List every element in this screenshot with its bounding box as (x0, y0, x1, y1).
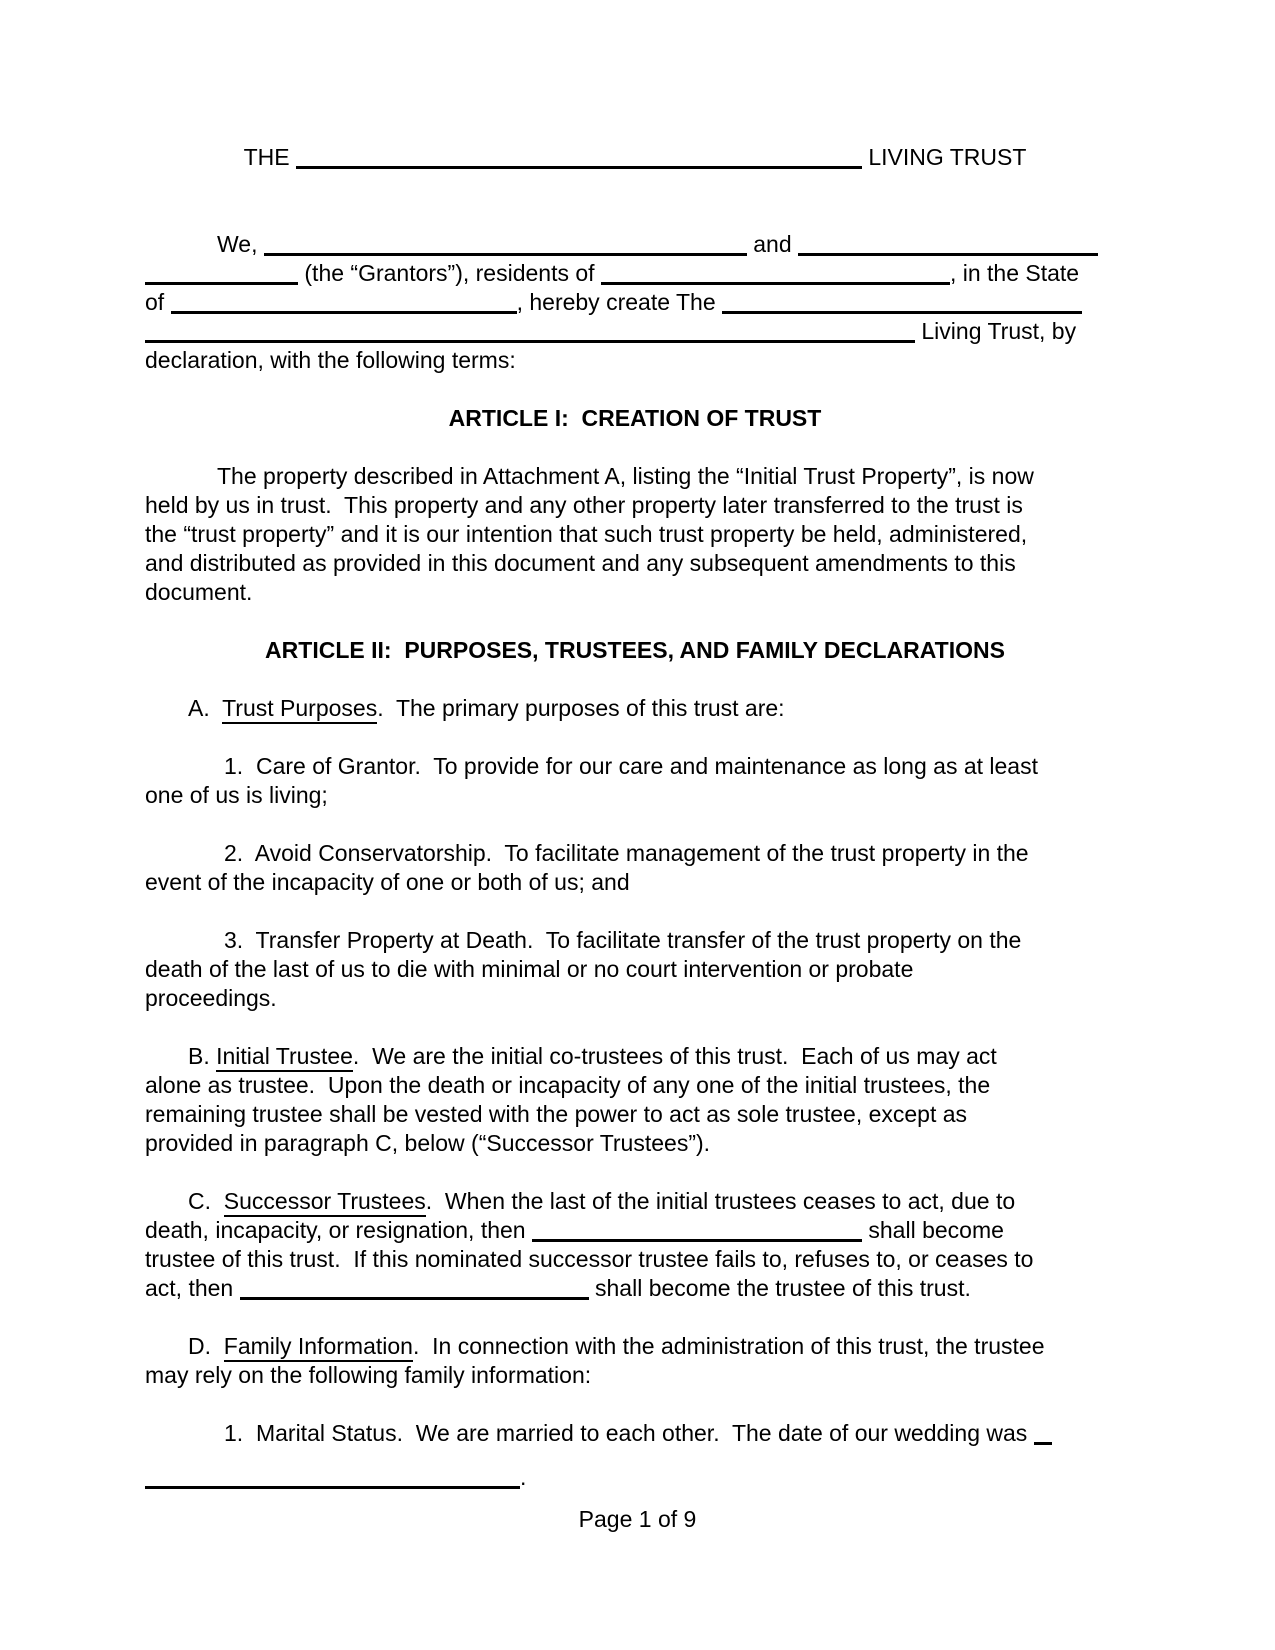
section-b-line (145, 1100, 1125, 1129)
text-run: and (746, 231, 799, 257)
trust-title-line (145, 143, 1125, 172)
underlined-term: Successor Trustees (224, 1188, 426, 1217)
article-1-line: held by us in trust. This property and any other property later transferred to the trust is (145, 492, 1023, 518)
section-c-line (145, 1187, 1125, 1216)
text-run: (the “Grantors”), residents of (298, 260, 601, 286)
fill-in-blank (145, 264, 298, 285)
purpose-2-line: event of the incapacity of one or both of us; and (145, 869, 630, 895)
text-run: alone as trustee. Upon the death or incapacity of any one of the initial trustees, the (145, 1072, 991, 1098)
purpose-1-line: one of us is living; (145, 782, 328, 808)
fill-in-blank (264, 235, 747, 256)
text-run: . In connection with the administration of this trust, the trustee (412, 1333, 1045, 1359)
intro-line (145, 259, 1125, 288)
text-run: A. (188, 695, 223, 721)
article-1-line: and distributed as provided in this document and any subsequent amendments to this (145, 550, 1016, 576)
underlined-term: Family Information (224, 1333, 413, 1362)
text-run: death, incapacity, or resignation, then (145, 1217, 532, 1243)
text-run: . The primary purposes of this trust are: (377, 695, 785, 721)
article-1-line: the “trust property” and it is our intention that such trust property be held, administered, (145, 521, 1028, 547)
text-run: remaining trustee shall be vested with the power to act as sole trustee, except as (145, 1101, 968, 1127)
article-1-line: document. (145, 579, 253, 605)
intro-line (145, 346, 1125, 375)
text-run: of (145, 289, 171, 315)
section-d-line (145, 1332, 1125, 1361)
underlined-term: Initial Trustee (216, 1043, 353, 1072)
fill-in-blank (171, 293, 517, 314)
fill-in-blank (722, 293, 1082, 314)
text-run: We, (217, 231, 264, 257)
fill-in-blank (145, 1468, 520, 1489)
section-a-paragraph (145, 694, 1125, 723)
text-run: , in the State (949, 260, 1080, 286)
text-run: THE (243, 144, 296, 170)
section-c-line (145, 1274, 1125, 1303)
intro-paragraph (145, 230, 1125, 375)
text-run: . (520, 1464, 527, 1490)
section-d-line (145, 1361, 1125, 1390)
article-1-paragraph (145, 462, 1125, 607)
text-run: trustee of this trust. If this nominated successor trustee fails to, refuses to, or ceases to (145, 1246, 1034, 1272)
section-c-paragraph (145, 1187, 1125, 1303)
intro-line (145, 288, 1125, 317)
fill-in-blank (240, 1279, 589, 1300)
purpose-1-line: 1. Care of Grantor. To provide for our care and maintenance as long as at least (224, 753, 1038, 779)
text-run: may rely on the following family information: (145, 1362, 592, 1388)
purpose-3-line: proceedings. (145, 985, 277, 1011)
fill-in-blank (532, 1221, 862, 1242)
article-1-line: The property described in Attachment A, listing the “Initial Trust Property”, is now (217, 463, 1034, 489)
fill-in-blank (1034, 1424, 1052, 1445)
fill-in-blank (296, 148, 862, 169)
text-run: . We are the initial co-trustees of this trust. Each of us may act (352, 1043, 997, 1069)
fill-in-blank (145, 322, 915, 343)
fill-in-blank (798, 235, 1098, 256)
text-run: C. (188, 1188, 224, 1214)
section-b-line (145, 1071, 1125, 1100)
text-run: declaration, with the following terms: (145, 347, 516, 373)
text-run: B. (188, 1043, 217, 1069)
page-number: Page 1 of 9 (578, 1506, 697, 1532)
text-run: shall become the trustee of this trust. (588, 1275, 971, 1301)
intro-line (145, 317, 1125, 346)
fill-in-blank (601, 264, 950, 285)
article-1-heading: ARTICLE I: CREATION OF TRUST (448, 405, 822, 431)
intro-line (145, 230, 1125, 259)
text-run: D. (188, 1333, 224, 1359)
purpose-3-paragraph (145, 926, 1125, 1013)
purpose-3-line: death of the last of us to die with minimal or no court intervention or probate (145, 956, 914, 982)
text-run: 1. Marital Status. We are married to each other. The date of our wedding was (224, 1420, 1034, 1446)
section-b-line (145, 1042, 1125, 1071)
text-run: LIVING TRUST (861, 144, 1027, 170)
marital-status-paragraph (145, 1419, 1125, 1492)
underlined-term: Trust Purposes (222, 695, 377, 724)
section-c-line (145, 1245, 1125, 1274)
purpose-2-paragraph (145, 839, 1125, 897)
text-run: act, then (145, 1275, 240, 1301)
text-run: , hereby create The (516, 289, 722, 315)
purpose-3-line: 3. Transfer Property at Death. To facilitate transfer of the trust property on the (224, 927, 1022, 953)
purpose-1-paragraph (145, 752, 1125, 810)
text-run: shall become (861, 1217, 1004, 1243)
marital-status-line (145, 1419, 1125, 1448)
section-c-line (145, 1216, 1125, 1245)
purpose-2-line: 2. Avoid Conservatorship. To facilitate management of the trust property in the (224, 840, 1029, 866)
text-run: . When the last of the initial trustees ceases to act, due to (425, 1188, 1016, 1214)
section-d-paragraph (145, 1332, 1125, 1390)
article-2-heading: ARTICLE II: PURPOSES, TRUSTEES, AND FAMILY DECLARATIONS (265, 637, 1005, 663)
text-run: provided in paragraph C, below (“Successor Trustees”). (145, 1130, 711, 1156)
text-run: Living Trust, by (915, 318, 1077, 344)
section-b-paragraph (145, 1042, 1125, 1158)
section-a-line (145, 694, 1125, 723)
marital-status-line (145, 1463, 1125, 1492)
section-b-line (145, 1129, 1125, 1158)
